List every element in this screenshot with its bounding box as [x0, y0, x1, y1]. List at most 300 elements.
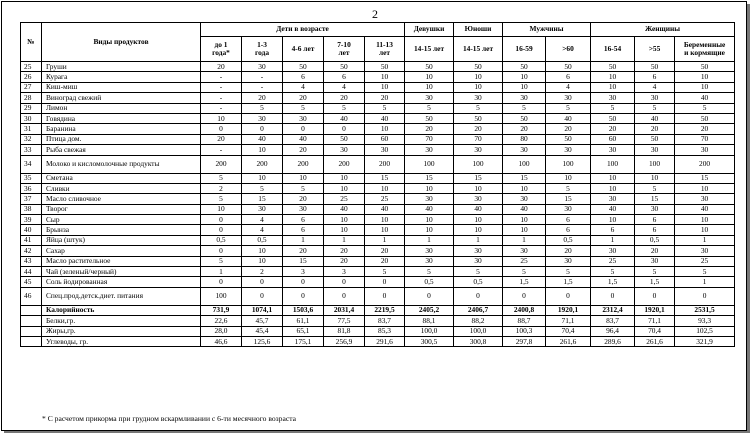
row-number: 36: [21, 183, 42, 193]
value-cell: 10: [503, 215, 546, 225]
age-header-line: 16-59: [515, 44, 533, 53]
value-cell: 10: [591, 72, 635, 82]
row-number: 44: [21, 267, 42, 277]
value-cell: 61,1: [283, 316, 324, 326]
value-cell: 4: [546, 82, 591, 92]
row-number: 40: [21, 225, 42, 235]
value-cell: 70: [454, 134, 503, 144]
value-cell: 10: [405, 225, 454, 235]
value-cell: 20: [201, 134, 242, 144]
value-cell: 5: [201, 194, 242, 204]
value-cell: 30: [635, 256, 675, 266]
product-name: Калорийность: [42, 305, 201, 315]
value-cell: 20: [324, 256, 365, 266]
value-cell: 10: [454, 215, 503, 225]
value-cell: 1,5: [591, 277, 635, 287]
value-cell: 0: [591, 287, 635, 305]
value-cell: 45,7: [242, 316, 283, 326]
age-header: [365, 37, 405, 62]
product-name: Сахар: [42, 246, 201, 256]
value-cell: 10: [675, 225, 735, 235]
age-header-line: >60: [562, 44, 574, 53]
age-header-line: Беременные: [683, 40, 726, 49]
table-row: [21, 305, 735, 315]
value-cell: 5: [635, 183, 675, 193]
value-cell: 10: [242, 173, 283, 183]
group-header-children: Дети в возрасте: [201, 23, 405, 37]
age-header: [201, 37, 242, 62]
product-name: Сметана: [42, 173, 201, 183]
table-row: [21, 225, 735, 235]
value-cell: 30: [454, 246, 503, 256]
value-cell: 20: [365, 93, 405, 103]
product-name: Чай (зеленый/черный): [42, 267, 201, 277]
row-number: 38: [21, 204, 42, 214]
value-cell: 40: [324, 204, 365, 214]
value-cell: 20: [283, 194, 324, 204]
value-cell: 10: [405, 183, 454, 193]
value-cell: 5: [591, 103, 635, 113]
value-cell: 10: [675, 72, 735, 82]
row-number: 42: [21, 246, 42, 256]
table-row: [21, 124, 735, 134]
value-cell: 1503,6: [283, 305, 324, 315]
value-cell: 80: [503, 134, 546, 144]
value-cell: 20: [503, 124, 546, 134]
value-cell: 4: [242, 225, 283, 235]
value-cell: 20: [546, 124, 591, 134]
value-cell: 30: [546, 93, 591, 103]
value-cell: 40: [405, 204, 454, 214]
age-header: [635, 37, 675, 62]
value-cell: 30: [591, 145, 635, 155]
value-cell: 2219,5: [365, 305, 405, 315]
value-cell: 5: [635, 103, 675, 113]
table-row: [21, 194, 735, 204]
value-cell: 50: [635, 62, 675, 72]
age-header: [283, 37, 324, 62]
value-cell: 10: [454, 82, 503, 92]
value-cell: -: [242, 72, 283, 82]
product-name: Киш-миш: [42, 82, 201, 92]
value-cell: 40: [675, 204, 735, 214]
value-cell: 0: [365, 277, 405, 287]
value-cell: -: [201, 72, 242, 82]
product-name: Птица дом.: [42, 134, 201, 144]
value-cell: 5: [635, 267, 675, 277]
value-cell: 40: [365, 113, 405, 123]
row-number: 33: [21, 145, 42, 155]
value-cell: 10: [242, 256, 283, 266]
age-header: [405, 37, 454, 62]
value-cell: 4: [324, 82, 365, 92]
product-name: Виноград свежий: [42, 93, 201, 103]
value-cell: 6: [635, 225, 675, 235]
value-cell: 10: [324, 173, 365, 183]
page-number: 2: [372, 7, 378, 21]
value-cell: 100: [503, 155, 546, 173]
age-header: [242, 37, 283, 62]
value-cell: 10: [503, 72, 546, 82]
age-header-line: лет: [378, 48, 391, 57]
value-cell: 25: [365, 194, 405, 204]
value-cell: 200: [242, 155, 283, 173]
value-cell: 5: [675, 103, 735, 113]
product-name: Углеводы, гр.: [42, 336, 201, 346]
value-cell: 30: [405, 256, 454, 266]
value-cell: 2405,2: [405, 305, 454, 315]
nutrition-norms-table: [20, 22, 735, 347]
value-cell: 71,1: [546, 316, 591, 326]
value-cell: 60: [591, 134, 635, 144]
value-cell: 256,9: [324, 336, 365, 346]
value-cell: 6: [324, 72, 365, 82]
value-cell: 15: [283, 256, 324, 266]
value-cell: 10: [405, 215, 454, 225]
value-cell: 100: [591, 155, 635, 173]
product-name: Лимон: [42, 103, 201, 113]
value-cell: 5: [454, 103, 503, 113]
value-cell: 2400,8: [503, 305, 546, 315]
age-header: [454, 37, 503, 62]
value-cell: 50: [324, 62, 365, 72]
row-number: 31: [21, 124, 42, 134]
value-cell: 30: [454, 256, 503, 266]
value-cell: 0: [405, 287, 454, 305]
value-cell: -: [201, 145, 242, 155]
value-cell: 0,5: [405, 277, 454, 287]
value-cell: 20: [675, 124, 735, 134]
age-header-line: года*: [212, 48, 230, 57]
age-header-line: года: [254, 48, 270, 57]
value-cell: 6: [546, 225, 591, 235]
value-cell: 6: [283, 72, 324, 82]
value-cell: 20: [201, 62, 242, 72]
value-cell: 15: [242, 194, 283, 204]
value-cell: 10: [365, 215, 405, 225]
value-cell: 20: [365, 256, 405, 266]
value-cell: 50: [454, 113, 503, 123]
table-row: [21, 287, 735, 305]
value-cell: 5: [405, 267, 454, 277]
value-cell: 0,5: [201, 235, 242, 245]
value-cell: 200: [324, 155, 365, 173]
value-cell: 20: [324, 93, 365, 103]
age-header: [591, 37, 635, 62]
value-cell: 50: [546, 62, 591, 72]
value-cell: 50: [635, 134, 675, 144]
value-cell: 0: [324, 287, 365, 305]
value-cell: 83,7: [365, 316, 405, 326]
value-cell: 10: [201, 113, 242, 123]
value-cell: 0,5: [635, 235, 675, 245]
age-header-line: 16-54: [603, 44, 622, 53]
product-name: Сыр: [42, 215, 201, 225]
value-cell: 81,8: [324, 326, 365, 336]
value-cell: 10: [503, 183, 546, 193]
age-header: [675, 37, 735, 62]
value-cell: 321,9: [675, 336, 735, 346]
value-cell: 10: [591, 183, 635, 193]
value-cell: 30: [283, 204, 324, 214]
product-name: Груши: [42, 62, 201, 72]
value-cell: 10: [503, 82, 546, 92]
product-name: Белки,гр.: [42, 316, 201, 326]
value-cell: 4: [242, 215, 283, 225]
value-cell: 50: [591, 62, 635, 72]
value-cell: 300,5: [405, 336, 454, 346]
value-cell: 50: [454, 62, 503, 72]
value-cell: 15: [546, 194, 591, 204]
value-cell: 5: [283, 103, 324, 113]
row-number: 30: [21, 113, 42, 123]
value-cell: 6: [591, 225, 635, 235]
value-cell: 30: [546, 256, 591, 266]
value-cell: 30: [454, 145, 503, 155]
value-cell: 25: [591, 256, 635, 266]
value-cell: 5: [242, 103, 283, 113]
row-number: 26: [21, 72, 42, 82]
value-cell: 1: [405, 235, 454, 245]
value-cell: 20: [405, 124, 454, 134]
value-cell: 5: [454, 267, 503, 277]
value-cell: 40: [283, 134, 324, 144]
value-cell: 0: [201, 124, 242, 134]
value-cell: 10: [283, 173, 324, 183]
value-cell: 85,3: [365, 326, 405, 336]
value-cell: 20: [365, 246, 405, 256]
value-cell: 10: [454, 72, 503, 82]
value-cell: 30: [591, 93, 635, 103]
value-cell: 4: [635, 82, 675, 92]
row-number: 25: [21, 62, 42, 72]
value-cell: 10: [546, 173, 591, 183]
age-header-line: 14-15 лет: [413, 44, 445, 53]
value-cell: 30: [591, 194, 635, 204]
table-row: [21, 277, 735, 287]
row-number: [21, 305, 42, 315]
table-row: [21, 113, 735, 123]
value-cell: 70: [405, 134, 454, 144]
table-row: [21, 336, 735, 346]
product-name: Масло сливочное: [42, 194, 201, 204]
value-cell: 25: [324, 194, 365, 204]
table-row: [21, 204, 735, 214]
value-cell: 25: [675, 256, 735, 266]
value-cell: 30: [454, 194, 503, 204]
value-cell: 20: [324, 246, 365, 256]
value-cell: 0: [242, 287, 283, 305]
value-cell: 15: [405, 173, 454, 183]
value-cell: 1: [503, 235, 546, 245]
value-cell: 175,1: [283, 336, 324, 346]
row-number: [21, 326, 42, 336]
table-row: [21, 103, 735, 113]
row-number: 45: [21, 277, 42, 287]
value-cell: 30: [503, 194, 546, 204]
value-cell: 200: [365, 155, 405, 173]
table-row: [21, 134, 735, 144]
value-cell: 10: [405, 72, 454, 82]
value-cell: 5: [546, 183, 591, 193]
value-cell: 10: [675, 82, 735, 92]
value-cell: 10: [454, 225, 503, 235]
value-cell: 88,2: [454, 316, 503, 326]
value-cell: 125,6: [242, 336, 283, 346]
value-cell: 30: [405, 194, 454, 204]
value-cell: 10: [591, 82, 635, 92]
value-cell: 0: [546, 287, 591, 305]
value-cell: 30: [675, 194, 735, 204]
product-name: Говядина: [42, 113, 201, 123]
value-cell: 10: [324, 183, 365, 193]
value-cell: 50: [503, 113, 546, 123]
age-header-line: 4-6 лет: [291, 44, 315, 53]
age-header-line: >55: [648, 44, 661, 53]
value-cell: 10: [675, 215, 735, 225]
product-name: Рыба свежая: [42, 145, 201, 155]
value-cell: 10: [201, 204, 242, 214]
value-cell: 10: [675, 183, 735, 193]
row-number: 39: [21, 215, 42, 225]
value-cell: 2406,7: [454, 305, 503, 315]
table-row: [21, 93, 735, 103]
value-cell: 5: [201, 256, 242, 266]
value-cell: 261,6: [546, 336, 591, 346]
product-name: Яйца (штук): [42, 235, 201, 245]
table-row: [21, 155, 735, 173]
value-cell: 10: [503, 225, 546, 235]
product-name: Баранина: [42, 124, 201, 134]
value-cell: 10: [591, 215, 635, 225]
value-cell: 30: [405, 145, 454, 155]
value-cell: -: [201, 82, 242, 92]
value-cell: 5: [324, 103, 365, 113]
value-cell: 0: [365, 287, 405, 305]
value-cell: 100,0: [454, 326, 503, 336]
table-row: [21, 215, 735, 225]
value-cell: 3: [283, 267, 324, 277]
value-cell: 50: [591, 113, 635, 123]
value-cell: 28,0: [201, 326, 242, 336]
num-header: №: [21, 23, 42, 62]
value-cell: 100: [201, 287, 242, 305]
value-cell: 15: [365, 173, 405, 183]
value-cell: 0,5: [454, 277, 503, 287]
age-header-line: 11-13: [376, 40, 393, 49]
value-cell: 6: [635, 215, 675, 225]
value-cell: 6: [546, 215, 591, 225]
value-cell: 2031,4: [324, 305, 365, 315]
value-cell: 20: [242, 93, 283, 103]
group-header-boys: Юноши: [454, 23, 503, 37]
table-row: [21, 72, 735, 82]
value-cell: 100,3: [503, 326, 546, 336]
row-number: 43: [21, 256, 42, 266]
row-number: 27: [21, 82, 42, 92]
value-cell: 30: [635, 145, 675, 155]
value-cell: 20: [546, 246, 591, 256]
value-cell: 40: [675, 93, 735, 103]
value-cell: 10: [365, 225, 405, 235]
value-cell: 30: [324, 145, 365, 155]
value-cell: 40: [546, 113, 591, 123]
value-cell: 15: [635, 194, 675, 204]
value-cell: 261,6: [635, 336, 675, 346]
product-name: Брынза: [42, 225, 201, 235]
value-cell: 50: [283, 62, 324, 72]
table-row: [21, 62, 735, 72]
group-header-men: Мужчины: [503, 23, 591, 37]
product-name: Жиры,гр.: [42, 326, 201, 336]
table-row: [21, 256, 735, 266]
value-cell: 0: [201, 246, 242, 256]
value-cell: 10: [454, 183, 503, 193]
value-cell: 102,5: [675, 326, 735, 336]
table-row: [21, 235, 735, 245]
value-cell: 10: [635, 173, 675, 183]
value-cell: 40: [324, 113, 365, 123]
value-cell: 30: [365, 145, 405, 155]
value-cell: 93,3: [675, 316, 735, 326]
value-cell: 10: [365, 183, 405, 193]
value-cell: 289,6: [591, 336, 635, 346]
value-cell: 100,0: [405, 326, 454, 336]
value-cell: 30: [242, 204, 283, 214]
value-cell: 300,8: [454, 336, 503, 346]
value-cell: 1: [454, 235, 503, 245]
row-number: 46: [21, 287, 42, 305]
value-cell: 77,5: [324, 316, 365, 326]
product-name: Курага: [42, 72, 201, 82]
value-cell: 20: [591, 124, 635, 134]
value-cell: 10: [591, 173, 635, 183]
value-cell: 40: [635, 113, 675, 123]
value-cell: 30: [635, 93, 675, 103]
value-cell: 30: [675, 145, 735, 155]
value-cell: 100: [405, 155, 454, 173]
age-header: [546, 37, 591, 62]
age-header-line: и кормящие: [684, 48, 725, 57]
table-row: [21, 326, 735, 336]
value-cell: 40: [591, 204, 635, 214]
value-cell: 0: [675, 287, 735, 305]
value-cell: 50: [503, 62, 546, 72]
product-name: Масло растительное: [42, 256, 201, 266]
value-cell: 50: [405, 113, 454, 123]
value-cell: 2312,4: [591, 305, 635, 315]
value-cell: 1: [283, 235, 324, 245]
value-cell: 0: [283, 277, 324, 287]
value-cell: 0: [324, 124, 365, 134]
value-cell: 0: [201, 225, 242, 235]
table-row: [21, 316, 735, 326]
age-header: [503, 37, 546, 62]
value-cell: 5: [283, 183, 324, 193]
table-row: [21, 246, 735, 256]
value-cell: 50: [546, 134, 591, 144]
age-header-line: 14-15 лет: [462, 44, 494, 53]
value-cell: 6: [283, 215, 324, 225]
value-cell: 291,6: [365, 336, 405, 346]
value-cell: 20: [635, 246, 675, 256]
value-cell: -: [201, 93, 242, 103]
row-number: [21, 336, 42, 346]
value-cell: 50: [675, 62, 735, 72]
value-cell: 6: [635, 72, 675, 82]
row-number: 37: [21, 194, 42, 204]
value-cell: 100: [454, 155, 503, 173]
